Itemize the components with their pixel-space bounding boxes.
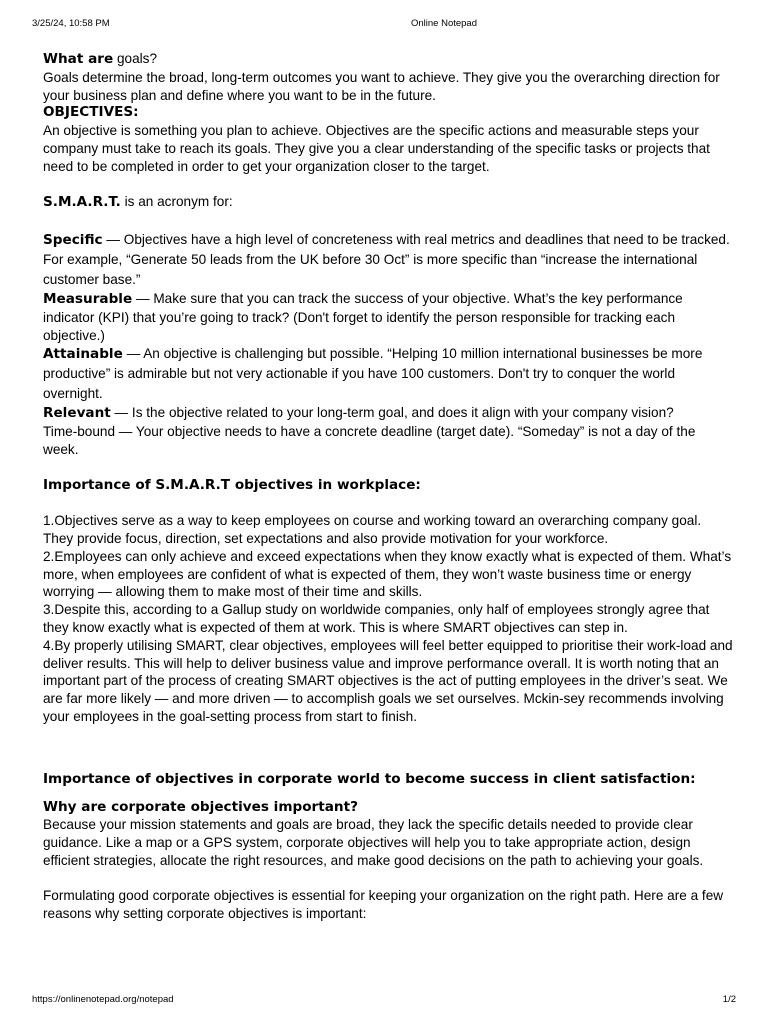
smart-intro-bold: S.M.A.R.T.: [43, 194, 121, 211]
smart-relevant: [43, 404, 733, 423]
smart-intro-rest: is an acronym for:: [120, 194, 233, 210]
measurable-text: — Make sure that you can track the success of your objective. What’s the key performance indicator (KPI) that you’re going to track? (Don't forget to identify the person responsible for tracking each objective.): [43, 290, 683, 343]
page-title: Online Notepad: [410, 18, 478, 29]
specific-text: — Objectives have a high level of concreteness with real metrics and deadlines that need to be tracked. For example, “Generate 50 leads from the UK before 30 Oct” is more specific than “increase the international customer base.”: [43, 231, 730, 287]
smart-intro: [43, 193, 733, 212]
corporate-subheading: Why are corporate objectives important?: [43, 798, 358, 815]
importance-point-1: 1.Objectives serve as a way to keep employees on course and working toward an overarching company goal. They provide focus, direction, set expectations and also provide motivation for your workforce.: [43, 513, 702, 546]
print-timestamp: 3/25/24, 10:58 PM: [32, 18, 110, 29]
attainable-term: Attainable: [43, 346, 123, 363]
smart-measurable: [43, 290, 733, 344]
smart-timebound: Time-bound — Your objective needs to have a concrete deadline (target date). “Someday” is not a day of the week.: [43, 424, 696, 457]
objectives-heading: OBJECTIVES:: [43, 104, 139, 121]
goals-heading-rest: goals?: [113, 51, 158, 66]
relevant-text: — Is the objective related to your long-term goal, and does it align with your company vision?: [110, 405, 674, 421]
importance-point-4: 4.By properly utilising SMART, clear objectives, employees will feel better equipped to prioritise their work-load and deliver results. This will help to deliver business value and improve performance overall. It is worth noting that an important part of the process of creating SMART objectives is the act of putting employees in the driver’s seat. We are far more likely — and more driven — to accomplish goals we set ourselves. Mckin-sey recommends involving your employees in the goal-setting process from start to finish.: [43, 637, 733, 724]
goals-heading-bold: What are: [43, 51, 114, 67]
importance-point-3: 3.Despite this, according to a Gallup study on worldwide companies, only half of employees strongly agree that they know exactly what is expected of them at work. This is where SMART objectives can step in.: [43, 602, 710, 635]
smart-specific: [43, 230, 733, 290]
importance-point-2: 2.Employees can only achieve and exceed expectations when they know exactly what is expected of them. What’s more, when employees are confident of what is expected of them, they won’t waste business time or energy worrying — allowing them to make most of their time and skills.: [43, 548, 732, 600]
smart-attainable: [43, 344, 733, 404]
goals-heading: [43, 50, 733, 69]
page-url: https://onlinenotepad.org/notepad: [32, 994, 174, 1005]
page-number: 1/2: [722, 994, 736, 1005]
corporate-paragraph-1: Because your mission statements and goals are broad, they lack the specific details needed to provide clear guidance. Like a map or a GPS system, corporate objectives will help you to take appropriate action, design efficient strategies, allocate the right resources, and make good decisions on the path to achieving your goals.: [43, 817, 704, 868]
relevant-term: Relevant: [43, 405, 111, 422]
importance-heading: Importance of S.M.A.R.T objectives in workplace:: [43, 476, 421, 493]
objectives-paragraph: An objective is something you plan to achieve. Objectives are the specific actions and measurable steps your company must take to reach its goals. They give you a clear understanding of the specific tasks or projects that need to be completed in order to get your organization closer to the target.: [43, 123, 710, 174]
measurable-term: Measurable: [43, 290, 133, 307]
document-body: [43, 50, 733, 923]
corporate-heading: Importance of objectives in corporate world to become success in client satisfaction:: [43, 770, 696, 787]
goals-paragraph: Goals determine the broad, long-term outcomes you want to achieve. They give you the overarching direction for your business plan and define where you want to be in the future.: [43, 69, 720, 103]
attainable-text: — An objective is challenging but possible. “Helping 10 million international businesses be more productive” is admirable but not very actionable if you have 100 customers. Don't try to conquer the world overnight.: [43, 346, 703, 402]
corporate-paragraph-2: Formulating good corporate objectives is essential for keeping your organization on the right path. Here are a few reasons why setting corporate objectives is important:: [43, 888, 724, 922]
specific-term: Specific: [43, 231, 103, 248]
